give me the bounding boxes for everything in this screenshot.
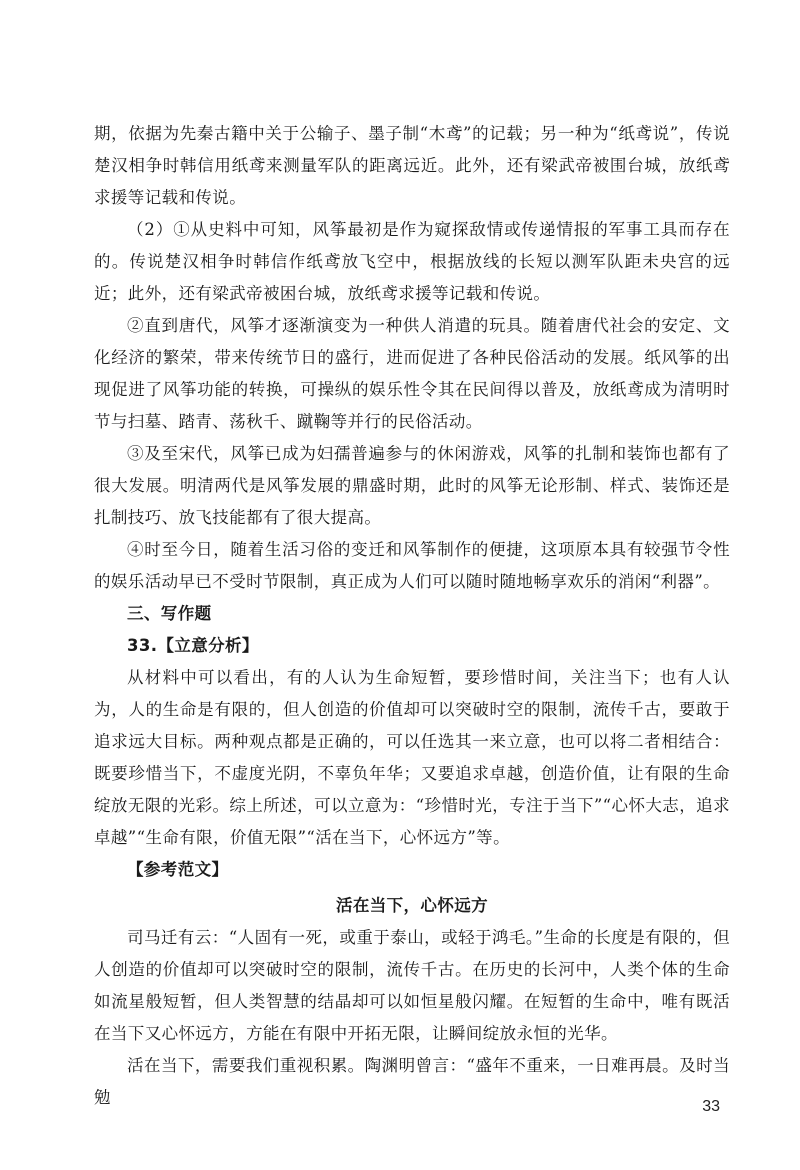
essay-paragraph-2: 活在当下，需要我们重视积累。陶渊明曾言：“盛年不重来，一日难再晨。及时当勉 — [94, 1056, 730, 1107]
paragraph-continuation: 期，依据为先秦古籍中关于公输子、墨子制“木鸢”的记载；另一种为“纸鸢说”，传说楚汉相争时韩信用纸鸢来测量军队的距离远近。此外，还有梁武帝被围台城，放纸鸢求援等记载和传说。 — [94, 124, 730, 207]
paragraph-point-3: ③及至宋代，风筝已成为妇孺普遍参与的休闲游戏，风筝的扎制和装饰也都有了很大发展。明清两代是风筝发展的鼎盛时期，此时的风筝无论形制、样式、装饰还是扎制技巧、放飞技能都有了很大提高。 — [94, 444, 730, 527]
paragraph-point-2: ②直到唐代，风筝才逐渐演变为一种供人消遣的玩具。随着唐代社会的安定、文化经济的繁荣，带来传统节日的盛行，进而促进了各种民俗活动的发展。纸风筝的出现促进了风筝功能的转换，可操纵的娱乐性令其在民间得以普及，放纸鸢成为清明时节与扫墓、踏青、荡秋千、蹴鞠等并行的民俗活动。 — [94, 316, 730, 431]
paragraph-point-4: ④时至今日，随着生活习俗的变迁和风筝制作的便捷，这项原本具有较强节令性的娱乐活动早已不受时节限制，真正成为人们可以随时随地畅享欢乐的消闲“利器”。 — [94, 540, 730, 591]
section-heading: 三、写作题 — [127, 604, 212, 623]
page-number: 33 — [702, 1098, 720, 1115]
paragraph-point-1: （2）①从史料中可知，风筝最初是作为窥探敌情或传递情报的军事工具而存在的。传说楚汉相争时韩信作纸鸢放飞空中，根据放线的长短以测军队距未央宫的远近；此外，还有梁武帝被困台城，放纸鸢求援等记载和传说。 — [94, 220, 730, 303]
analysis-paragraph: 从材料中可以看出，有的人认为生命短暂，要珍惜时间，关注当下；也有人认为，人的生命是有限的，但人创造的价值却可以突破时空的限制，流传千古，要敢于追求远大目标。两种观点都是正确的，可以任选其一来立意，也可以将二者相结合：既要珍惜当下，不虚度光阴，不辜负年华；又要追求卓越，创造价值，让有限的生命绽放无限的光彩。综上所述，可以立意为：“珍惜时光，专注于当下”“心怀大志，追求卓越”“生命有限，价值无限”“活在当下，心怀远方”等。 — [94, 668, 730, 847]
question-label: 33.【立意分析】 — [127, 636, 259, 655]
page-content — [94, 118, 730, 1114]
essay-paragraph-1: 司马迁有云：“人固有一死，或重于泰山，或轻于鸿毛。”生命的长度是有限的，但人创造的价值却可以突破时空的限制，流传千古。在历史的长河中，人类个体的生命如流星般短暂，但人类智慧的结晶却可以如恒星般闪耀。在短暂的生命中，唯有既活在当下又心怀远方，方能在有限中开拓无限，让瞬间绽放永恒的光华。 — [94, 928, 730, 1043]
sample-essay-label: 【参考范文】 — [127, 860, 229, 879]
essay-title: 活在当下，心怀远方 — [335, 896, 489, 915]
